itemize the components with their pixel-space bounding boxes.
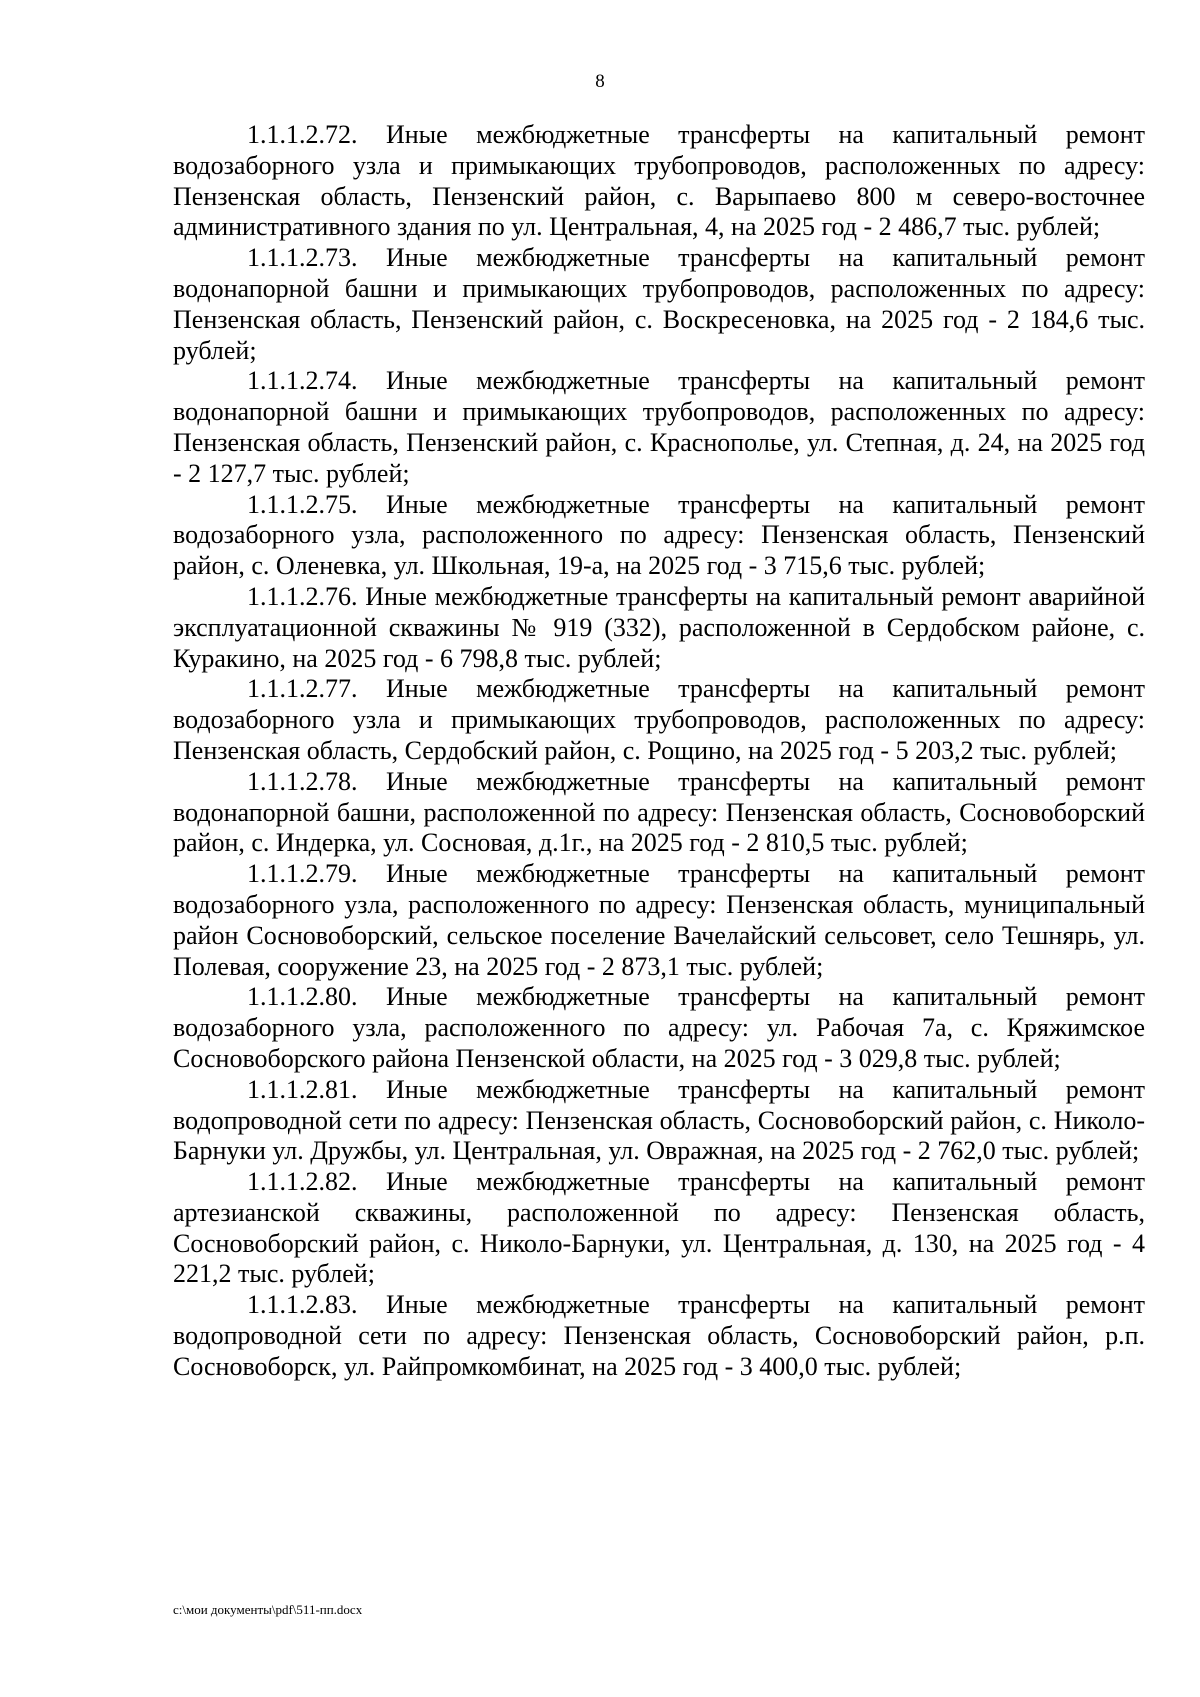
paragraph-2-75: 1.1.1.2.75. Иные межбюджетные трансферты на капитальный ремонт водозаборного узла, расположенного по адресу: Пензенская область, Пензенский район, с. Оленевка, ул. Школьная, 19-а, на 2025 год - 3 715,6 тыс. рублей; [173, 489, 1145, 581]
paragraph-2-80: 1.1.1.2.80. Иные межбюджетные трансферты на капитальный ремонт водозаборного узла, расположенного по адресу: ул. Рабочая 7а, с. Кряжимское Сосновоборского района Пензенской области, на 2025 год - 3 029,8 тыс. рублей; [173, 982, 1145, 1073]
paragraph-2-79: 1.1.1.2.79. Иные межбюджетные трансферты на капитальный ремонт водозаборного узла, расположенного по адресу: Пензенская область, муниципальный район Сосновоборский, сельское поселение Вачелайский сельсовет, село Тешнярь, ул. Полевая, сооружение 23, на 2025 год - 2 873,1 тыс. рублей; [173, 859, 1145, 981]
paragraph-2-78: 1.1.1.2.78. Иные межбюджетные трансферты на капитальный ремонт водонапорной башни, расположенной по адресу: Пензенская область, Сосновоборский район, с. Индерка, ул. Сосновая, д.1г., на 2025 год - 2 810,5 тыс. рублей; [173, 766, 1145, 858]
document-body [173, 120, 1145, 1383]
paragraph-2-81: 1.1.1.2.81. Иные межбюджетные трансферты на капитальный ремонт водопроводной сети по адресу: Пензенская область, Сосновоборский район, с. Николо-Барнуки ул. Дружбы, ул. Центральная, ул. Овражная, на 2025 год - 2 762,0 тыс. рублей; [173, 1074, 1145, 1166]
paragraph-2-76: 1.1.1.2.76. Иные межбюджетные трансферты на капитальный ремонт аварийной эксплуатационной скважины № 919 (332), расположенной в Сердобском районе, с. Куракино, на 2025 год - 6 798,8 тыс. рублей; [173, 581, 1145, 673]
paragraph-2-82: 1.1.1.2.82. Иные межбюджетные трансферты на капитальный ремонт артезианской скважины, расположенной по адресу: Пензенская область, Сосновоборский район, с. Николо-Барнуки, ул. Центральная, д. 130, на 2025 год - 4 221,2 тыс. рублей; [173, 1167, 1145, 1289]
paragraph-2-72: 1.1.1.2.72. Иные межбюджетные трансферты на капитальный ремонт водозаборного узла и примыкающих трубопроводов, расположенных по адресу: Пензенская область, Пензенский район, с. Варыпаево 800 м северо-восточнее административного здания по ул. Центральная, 4, на 2025 год - 2 486,7 тыс. рублей; [173, 120, 1145, 242]
page-number: 8 [595, 71, 605, 92]
paragraph-2-83: 1.1.1.2.83. Иные межбюджетные трансферты на капитальный ремонт водопроводной сети по адресу: Пензенская область, Сосновоборский район, р.п. Сосновоборск, ул. Райпромкомбинат, на 2025 год - 3 400,0 тыс. рублей; [173, 1290, 1145, 1381]
paragraph-2-77: 1.1.1.2.77. Иные межбюджетные трансферты на капитальный ремонт водозаборного узла и примыкающих трубопроводов, расположенных по адресу: Пензенская область, Сердобский район, с. Рощино, на 2025 год - 5 203,2 тыс. рублей; [173, 674, 1145, 765]
paragraph-2-74: 1.1.1.2.74. Иные межбюджетные трансферты на капитальный ремонт водонапорной башни и примыкающих трубопроводов, расположенных по адресу: Пензенская область, Пензенский район, с. Краснополье, ул. Степная, д. 24, на 2025 год - 2 127,7 тыс. рублей; [173, 366, 1145, 488]
paragraph-2-73: 1.1.1.2.73. Иные межбюджетные трансферты на капитальный ремонт водонапорной башни и примыкающих трубопроводов, расположенных по адресу: Пензенская область, Пензенский район, с. Воскресеновка, на 2025 год - 2 184,6 тыс. рублей; [173, 243, 1145, 365]
footer-file-path: c:\мои документы\pdf\511-пп.docx [173, 1602, 363, 1617]
